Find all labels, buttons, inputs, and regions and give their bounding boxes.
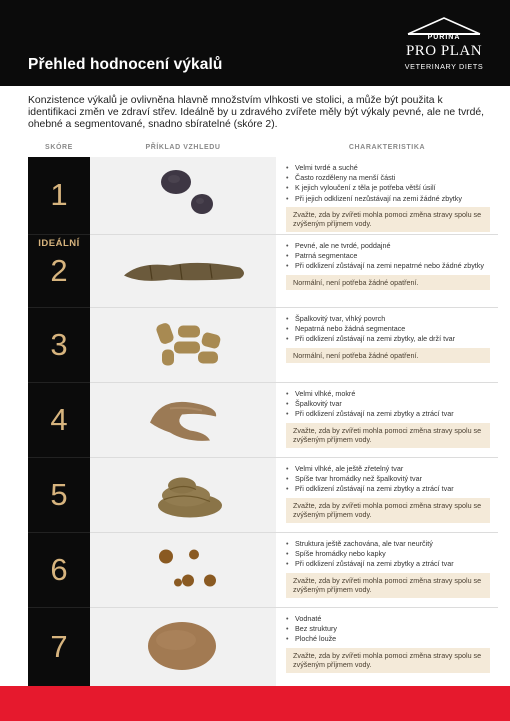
list-item: • Pevné, ale ne tvrdé, poddajné (286, 241, 490, 251)
example-image-cell (90, 608, 276, 688)
list-item: • Spíše tvar hromádky než špalkovitý tvar (286, 474, 490, 484)
characteristics-cell (276, 235, 498, 308)
list-item: • Při jejich odklizení nezůstávají na zemi žádné zbytky (286, 194, 490, 204)
list-item: • Velmi tvrdé a suché (286, 163, 490, 173)
list-item: • Spíše hromádky nebo kapky (286, 549, 490, 559)
list-item: • Špalkovitý tvar (286, 399, 490, 409)
characteristics-cell (276, 458, 498, 533)
recommendation-note: Zvažte, zda by zvířeti mohla pomoci změna stravy spolu se zvýšeným příjmem vody. (286, 498, 490, 523)
score-cell (28, 235, 90, 308)
list-item: • Bez struktury (286, 624, 490, 634)
list-item: • Ploché louže (286, 634, 490, 644)
table-row (28, 608, 498, 688)
score-cell (28, 533, 90, 608)
table-body (28, 157, 498, 688)
example-image-cell (90, 458, 276, 533)
stool-example-image (90, 383, 276, 458)
characteristics-list (276, 235, 498, 272)
table-row (28, 308, 498, 383)
example-image-cell (90, 308, 276, 383)
list-item: • Při odklizení zůstávají na zemi zbytky, ale drží tvar (286, 334, 490, 344)
logo-subline: VETERINARY DIETS (404, 62, 484, 71)
recommendation-note: Zvažte, zda by zvířeti mohla pomoci změna stravy spolu se zvýšeným příjmem vody. (286, 423, 490, 448)
score-cell (28, 608, 90, 688)
characteristics-list (276, 383, 498, 420)
stool-example-image (90, 235, 276, 308)
example-image-cell (90, 533, 276, 608)
table-row (28, 157, 498, 235)
recommendation-note: Zvažte, zda by zvířeti mohla pomoci změna stravy spolu se zvýšeným příjmem vody. (286, 207, 490, 232)
example-image-cell (90, 157, 276, 235)
footer-bar (0, 686, 510, 721)
characteristics-cell (276, 157, 498, 235)
stool-example-image (90, 308, 276, 383)
recommendation-note: Normální, není potřeba žádné opatření. (286, 348, 490, 364)
example-image-cell (90, 383, 276, 458)
score-number: 7 (50, 629, 68, 664)
list-item: • Patrná segmentace (286, 251, 490, 261)
list-item: • Vodnaté (286, 614, 490, 624)
example-image-cell (90, 235, 276, 308)
page-title: Přehled hodnocení výkalů (28, 56, 223, 73)
list-item: • Špalkovitý tvar, vlhký povrch (286, 314, 490, 324)
score-cell (28, 458, 90, 533)
intro-paragraph: Konzistence výkalů je ovlivněna hlavně množstvím vlhkosti ve stolici, a může být použita k identifikaci změn ve zdraví střev. Ideálně by u zdravého zvířete měly být výkaly pevné, ale ne tvrdé, ohebné a segmentované, snadno sbíratelné (skóre 2). (28, 95, 485, 131)
characteristics-list (276, 458, 498, 495)
characteristics-list (276, 533, 498, 570)
header-bar (0, 0, 510, 86)
list-item: • K jejich vyloučení z těla je potřeba větší úsilí (286, 183, 490, 193)
characteristics-cell (276, 608, 498, 688)
stool-example-image (90, 157, 276, 235)
ideal-label: IDEÁLNÍ (38, 238, 80, 249)
score-cell (28, 308, 90, 383)
logo-brand: PURINA (427, 34, 461, 41)
list-item: • Struktura ještě zachována, ale tvar neurčitý (286, 539, 490, 549)
table-row (28, 235, 498, 308)
logo-product: PRO PLAN (405, 43, 483, 59)
table-header (28, 137, 498, 157)
score-number: 2 (50, 253, 68, 288)
recommendation-note: Normální, není potřeba žádné opatření. (286, 275, 490, 291)
list-item: • Při odklizení zůstávají na zemi zbytky a ztrácí tvar (286, 409, 490, 419)
characteristics-cell (276, 533, 498, 608)
list-item: • Velmi vlhké, mokré (286, 389, 490, 399)
table-row (28, 533, 498, 608)
characteristics-list (276, 157, 498, 204)
list-item: • Při odklizení zůstávají na zemi nepatrné nebo žádné zbytky (286, 261, 490, 271)
list-item: • Při odklizení zůstávají na zemi zbytky a ztrácí tvar (286, 484, 490, 494)
score-number: 1 (50, 177, 68, 212)
stool-score-table (28, 137, 498, 688)
score-cell (28, 157, 90, 235)
score-number: 4 (50, 401, 68, 437)
stool-example-image (90, 533, 276, 608)
characteristics-cell (276, 308, 498, 383)
header-characteristics: CHARAKTERISTIKA (348, 144, 426, 151)
score-cell (28, 383, 90, 458)
list-item: • Velmi vlhké, ale ještě zřetelný tvar (286, 464, 490, 474)
logo-arch-icon (404, 14, 484, 36)
recommendation-note: Zvažte, zda by zvířeti mohla pomoci změna stravy spolu se zvýšeným příjmem vody. (286, 648, 490, 673)
score-number: 3 (50, 326, 68, 362)
characteristics-list (276, 308, 498, 345)
purina-pro-plan-logo (396, 14, 492, 76)
list-item: • Nepatrná nebo žádná segmentace (286, 324, 490, 334)
list-item: • Často rozděleny na menší části (286, 173, 490, 183)
table-row (28, 458, 498, 533)
score-number: 5 (50, 476, 68, 512)
list-item: • Při odklizení zůstávají na zemi zbytky a ztrácí tvar (286, 559, 490, 569)
stool-example-image (90, 458, 276, 533)
score-number: 6 (50, 551, 68, 587)
header-example: PŘÍKLAD VZHLEDU (145, 144, 221, 151)
characteristics-cell (276, 383, 498, 458)
recommendation-note: Zvažte, zda by zvířeti mohla pomoci změna stravy spolu se zvýšeným příjmem vody. (286, 573, 490, 598)
stool-example-image (90, 608, 276, 688)
table-row (28, 383, 498, 458)
header-score: SKÓRE (45, 144, 73, 151)
characteristics-list (276, 608, 498, 645)
